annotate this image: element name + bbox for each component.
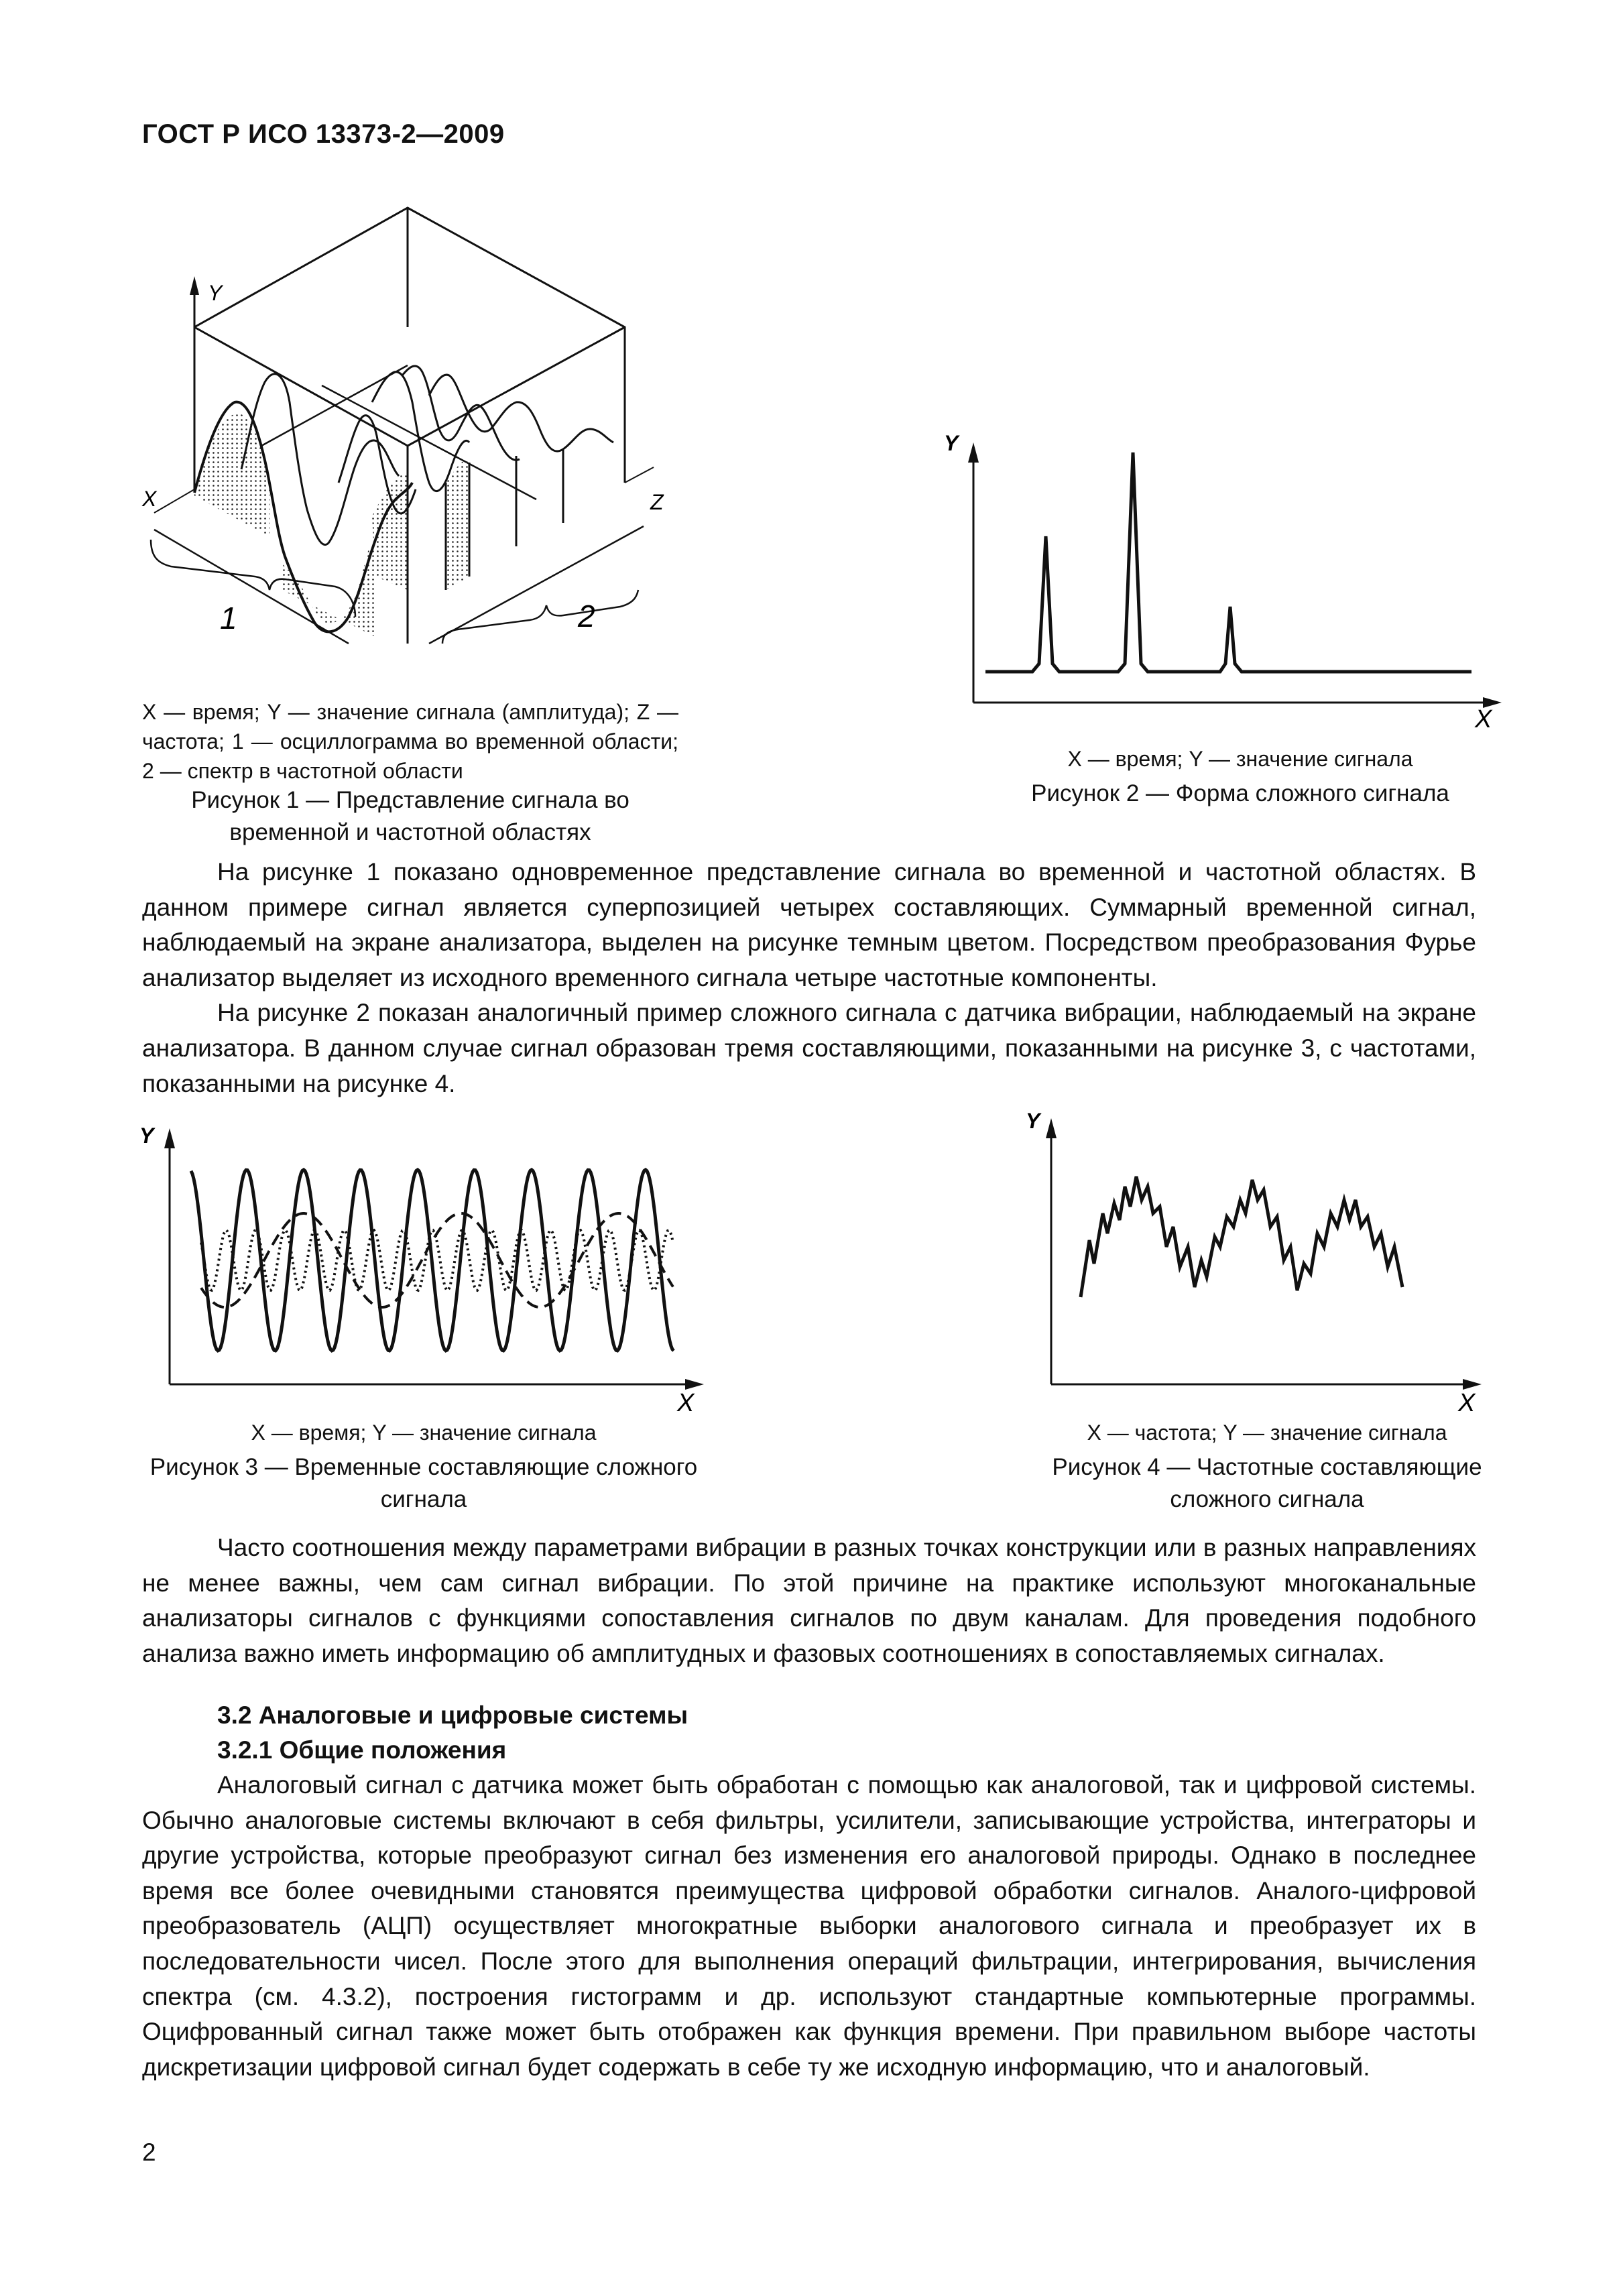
fig1-axis-x-label: X (142, 487, 157, 511)
body-paragraph-2 (142, 1530, 1476, 1671)
fig4-caption: Рисунок 4 — Частотные составляющие сложного сигнала (1052, 1454, 1482, 1512)
figure-2-chart (925, 416, 1492, 733)
paragraph-fig1-description: На рисунке 1 показано одновременное представление сигнала во временной и частотной областях. В данном примере сигнал является суперпозицией четырех составляющих. Суммарный временной сигнал, наблюдаемый на экране анализатора, выделен на рисунке темным цветом. Посредством преобразования Фурье анализатор выделяет из исходного временного сигнала четыре частотные компоненты. (142, 858, 1476, 991)
fig2-axis-x-label: X (1475, 705, 1492, 733)
fig4-spectrum-line (1081, 1176, 1402, 1297)
page-number: 2 (142, 2138, 156, 2166)
paragraph-multichannel: Часто соотношения между параметрами вибрации в разных точках конструкции или в разных направлениях не менее важны, чем сам сигнал вибрации. По этой причине на практике используют многоканальные анализаторы сигналов с функциями сопоставления сигналов по двум каналам. Для проведения подобного анализа важно иметь информацию об амплитудных и фазовых соотношениях в сопоставляемых сигналах. (142, 1534, 1476, 1667)
paragraph-fig2-description: На рисунке 2 показан аналогичный пример сложного сигнала с датчика вибрации, наблюдаемый на экране анализатора. В данном случае сигнал образован тремя составляющими, показанными на рисунке 3, с частотами, показанными на рисунке 4. (142, 999, 1476, 1097)
fig2-legend: X — время; Y — значение сигнала (1067, 747, 1413, 771)
fig1-axis-y-label: Y (208, 281, 223, 305)
body-paragraph-3 (142, 1768, 1476, 2085)
section-3-2-heading: 3.2 Аналоговые и цифровые системы (217, 1701, 688, 1729)
fig2-axis-y-label: Y (944, 431, 959, 455)
fig3-axis-x-label: X (677, 1389, 695, 1417)
fig3-legend: X — время; Y — значение сигнала (251, 1421, 597, 1445)
document-header: ГОСТ Р ИСО 13373-2—2009 (142, 119, 505, 149)
fig1-axis-z-label: Z (650, 490, 664, 514)
paragraph-analog-digital: Аналоговый сигнал с датчика может быть обработан с помощью как аналоговой, так и цифровой системы. Обычно аналоговые системы включают в себя фильтры, усилители, записывающие устройства, интеграторы и другие устройства, которые преобразуют сигнал без изменения его аналоговой природы. Однако в последнее время все более очевидными становятся преимущества цифровой обработки сигналов. Аналого-цифровой преобразователь (АЦП) осуществляет многократные выборки аналогового сигнала и преобразует их в последовательности чисел. После этого для выполнения операций фильтрации, интегрирования, вычисления спектра (см. 4.3.2), построения гистограмм и др. используют стандартные компьютерные программы. Оцифрованный сигнал также может быть отображен как функция времени. При правильном выборе частоты дискретизации цифровой сигнал будет содержать в себе ту же исходную информацию, что и аналоговый. (142, 1771, 1476, 2081)
fig1-caption: Рисунок 1 — Представление сигнала во временной и частотной областях (191, 787, 629, 845)
fig2-signal-line (985, 452, 1471, 672)
fig4-legend: X — частота; Y — значение сигнала (1087, 1421, 1447, 1445)
figure-4-chart (1006, 1099, 1502, 1417)
section-3-2-1-heading: 3.2.1 Общие положения (217, 1736, 507, 1764)
fig4-axis-y-label: Y (1026, 1109, 1040, 1133)
fig3-axis-y-label: Y (139, 1124, 154, 1148)
fig1-label-1: 1 (220, 601, 237, 636)
fig4-axis-x-label: X (1458, 1389, 1476, 1417)
figure-1-diagram (134, 201, 737, 690)
fig1-legend: X — время; Y — значение сигнала (амплитуда); Z — частота; 1 — осциллограмма во временной области; 2 — спектр в частотной области (142, 700, 678, 783)
fig1-label-2: 2 (578, 599, 595, 633)
figure-3-chart (134, 1113, 724, 1428)
body-paragraphs-1 (142, 855, 1476, 1101)
fig3-caption: Рисунок 3 — Временные составляющие сложного сигнала (149, 1454, 698, 1512)
fig2-caption: Рисунок 2 — Форма сложного сигнала (1031, 780, 1449, 806)
